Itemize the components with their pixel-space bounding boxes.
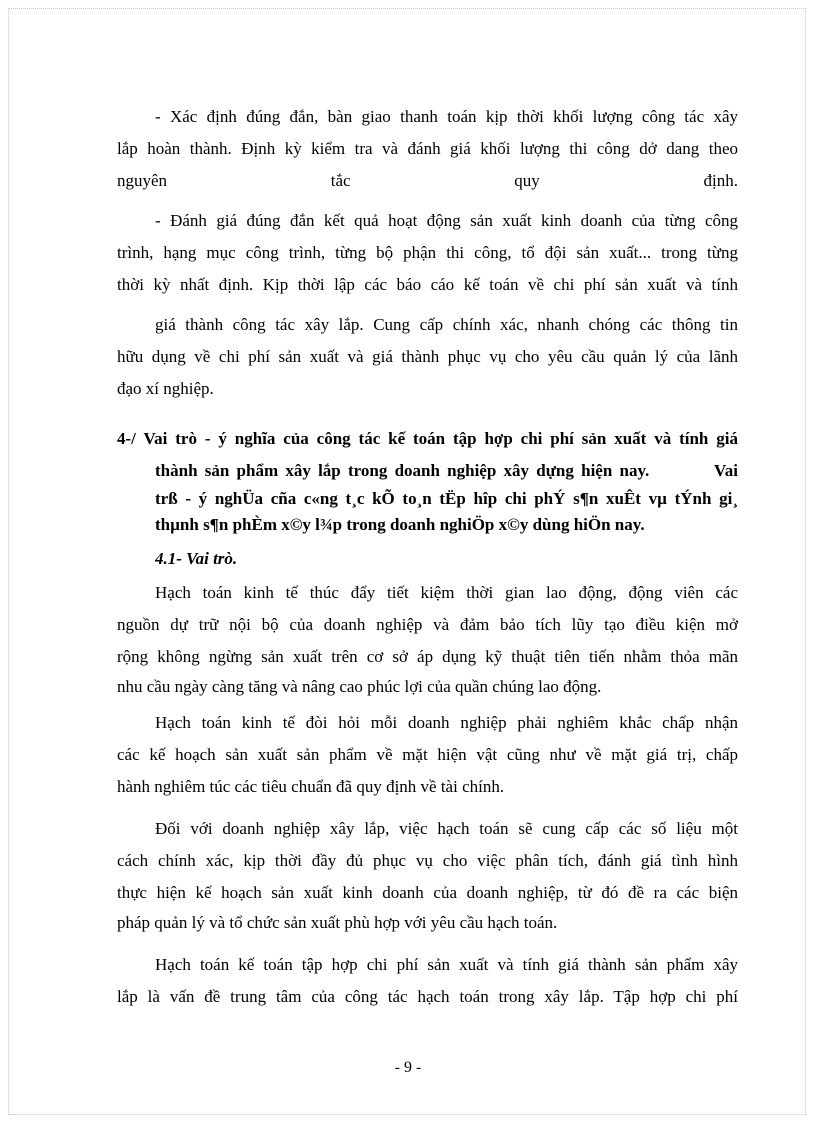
text-line: Đối với doanh nghiệp xây lắp, việc hạch toán sẽ cung cấp các số liệu một [155, 819, 738, 838]
text-line: hữu dụng về chi phí sản xuất và giá thành phục vụ cho yêu cầu quản lý của lãnh [117, 347, 738, 366]
section-heading-line: thµnh s¶n phÈm x©y l¾p trong doanh nghiÖp x©y dùng hiÖn nay. [155, 515, 645, 534]
text-line: hành nghiêm túc các tiêu chuẩn đã quy định về tài chính. [117, 777, 505, 796]
word: nguyên [117, 171, 168, 190]
section-heading-line: 4-/ Vai trò - ý nghĩa của công tác kế toán tập hợp chi phí sản xuất và tính giá [117, 429, 738, 448]
text-line: nguồn dự trữ nội bộ của doanh nghiệp và đảm bảo tích lũy tạo điều kiện mở [117, 615, 738, 634]
text-line: thời kỳ nhất định. Kịp thời lập các báo cáo kế toán về chi phí sản xuất và tính [117, 275, 738, 294]
section-heading-line: trß - ý nghÜa cña c«ng t¸c kÕ to¸n tËp hîp chi phÝ s¶n xuÊt vµ tÝnh gi¸ [155, 489, 738, 508]
text-line: rộng không ngừng sản xuất trên cơ sở áp dụng kỹ thuật tiên tiến nhằm thỏa mãn [117, 647, 738, 666]
text-line: thực hiện kế hoạch sản xuất kinh doanh của doanh nghiệp, từ đó đề ra các biện [117, 883, 738, 902]
text-line: Hạch toán kế toán tập hợp chi phí sản xuất và tính giá thành sản phẩm xây [155, 955, 738, 974]
word: quy [514, 171, 540, 190]
text-line: - Xác định đúng đắn, bàn giao thanh toán kịp thời khối lượng công tác xây [155, 107, 738, 126]
text-line: Hạch toán kinh tế thúc đẩy tiết kiệm thời gian lao động, động viên các [155, 583, 738, 602]
text-line: lắp hoàn thành. Định kỳ kiểm tra và đánh giá khối lượng thi công dở dang theo [117, 139, 738, 158]
subsection-heading: 4.1- Vai trò. [155, 549, 238, 568]
text-line: lắp là vấn đề trung tâm của công tác hạch toán trong xây lắp. Tập hợp chi phí [117, 987, 738, 1006]
word: định. [703, 171, 738, 190]
text-line: giá thành công tác xây lắp. Cung cấp chính xác, nhanh chóng các thông tin [155, 315, 738, 334]
text-line: pháp quản lý và tổ chức sản xuất phù hợp với yêu cầu hạch toán. [117, 913, 558, 932]
text-line: - Đánh giá đúng đắn kết quả hoạt động sản xuất kinh doanh của từng công [155, 211, 738, 230]
text-line: cách chính xác, kịp thời đầy đủ phục vụ cho việc phân tích, đánh giá tình hình [117, 851, 738, 870]
word: tắc [330, 171, 351, 190]
text-line-spread [117, 170, 738, 192]
text-line: nhu cầu ngày càng tăng và nâng cao phúc lợi của quần chúng lao động. [117, 677, 602, 696]
text-line: các kế hoạch sản xuất sản phẩm về mặt hiện vật cũng như về mặt giá trị, chấp [117, 745, 738, 764]
page-number: - 9 - [394, 1059, 422, 1076]
section-heading-line: thành sản phẩm xây lắp trong doanh nghiệp xây dựng hiện nay. Vai [155, 461, 738, 480]
text-line: Hạch toán kinh tế đòi hỏi mỗi doanh nghiệp phải nghiêm khắc chấp nhận [155, 713, 738, 732]
text-line: trình, hạng mục công trình, từng bộ phận thi công, tổ đội sản xuất... trong từng [117, 243, 738, 262]
text-line: đạo xí nghiệp. [117, 379, 214, 398]
